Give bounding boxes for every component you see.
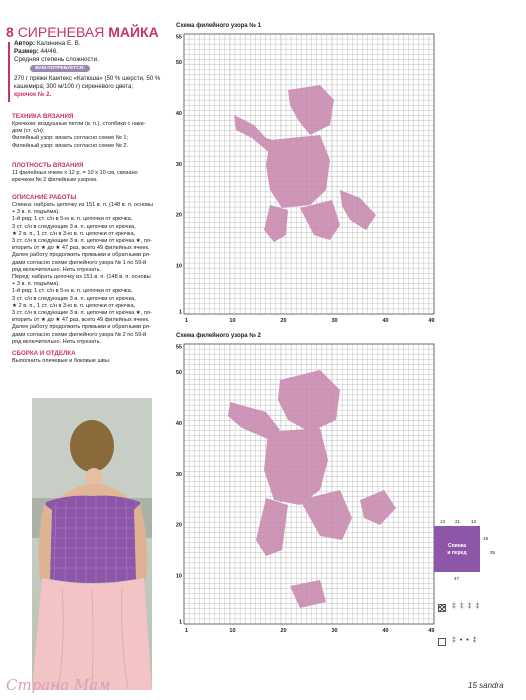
description-line: Далее работу продолжить прямыми и обратными ря- bbox=[12, 324, 151, 331]
technique-line: Филейный узор: вязать согласно схеме № 2. bbox=[12, 142, 129, 149]
y-tick-label: 55 bbox=[175, 34, 182, 41]
title-bold: МАЙКА bbox=[108, 24, 159, 40]
difficulty: Средняя степень сложности. bbox=[14, 56, 99, 63]
title-light: СИРЕНЕВАЯ bbox=[17, 24, 105, 40]
description-line: ★ 2 в. п., 1 ст. с/н в 3-ю в. п. цепочки от крючка, bbox=[12, 302, 136, 309]
y-tick-label: 10 bbox=[175, 263, 182, 270]
author: Калинина Е. В. bbox=[36, 40, 81, 47]
size-label: Размер: bbox=[14, 48, 39, 55]
y-tick-label: 1 bbox=[178, 309, 182, 316]
assembly-text: Выполнить плечевые и боковые швы. bbox=[12, 358, 111, 364]
chart-2-title: Схема филейного узора № 2 bbox=[176, 333, 261, 339]
model-photo bbox=[32, 398, 152, 690]
density-heading: ПЛОТНОСТЬ ВЯЗАНИЯ bbox=[12, 162, 84, 169]
description-line: 1-й ряд: 1 ст. с/н в 5-ю в. п. цепочки от крючка, bbox=[12, 216, 133, 223]
page-number: 15 sandra bbox=[468, 681, 504, 690]
open-cell-icon bbox=[438, 638, 446, 646]
description-line: + 3 в. п. подъёма). bbox=[12, 281, 60, 288]
filet-chart-1 bbox=[170, 30, 440, 330]
materials-block bbox=[14, 75, 174, 99]
x-tick-label: 49 bbox=[428, 318, 435, 324]
chart-1-title: Схема филейного узора № 1 bbox=[176, 23, 261, 29]
technique-heading: ТЕХНИКА ВЯЗАНИЯ bbox=[12, 113, 74, 120]
description-line: Спинка: набрать цепочку из 151 в. п. (148 в. п. основы bbox=[12, 202, 154, 208]
bottom-dim: 47 bbox=[454, 576, 460, 581]
filet-chart-2 bbox=[170, 340, 440, 640]
technique-line: Филейный узор: вязать согласно схеме № 1; bbox=[12, 135, 129, 142]
model-illustration bbox=[32, 398, 152, 690]
right-dim: 35 bbox=[490, 550, 496, 555]
pattern-label-2: и перед bbox=[447, 550, 467, 556]
x-tick-label: 20 bbox=[280, 318, 287, 324]
yarn-line-2: кашемира; 300 м/100 г) сиреневого цвета; bbox=[14, 83, 134, 90]
y-tick-label: 10 bbox=[175, 573, 182, 580]
y-tick-label: 50 bbox=[175, 370, 182, 376]
watermark: Страна Мам bbox=[6, 676, 111, 694]
y-tick-label: 30 bbox=[175, 161, 182, 168]
author-label: Автор: bbox=[14, 40, 36, 47]
top-dim: 13 bbox=[471, 519, 477, 524]
y-tick-label: 20 bbox=[175, 522, 182, 529]
pattern-schematic bbox=[428, 514, 498, 584]
x-tick-label: 20 bbox=[280, 628, 287, 634]
description-text bbox=[12, 202, 172, 346]
description-line: + 3 в. п. подъёма). bbox=[12, 209, 60, 216]
article-number-title bbox=[6, 24, 159, 40]
x-tick-label: 40 bbox=[382, 628, 389, 634]
technique-text bbox=[12, 121, 172, 150]
x-tick-label: 1 bbox=[185, 628, 189, 634]
x-tick-label: 1 bbox=[185, 318, 189, 324]
pattern-swatch bbox=[434, 526, 480, 572]
top-dim: 21 bbox=[455, 519, 461, 524]
description-line: 3 ст. с/н в следующие 3 в. п. цепочки от крючка, bbox=[12, 223, 136, 230]
description-line: 3 ст. с/н в следующие 3 в. п. цепочки от крючка ★, по- bbox=[12, 238, 152, 245]
yarn-line-1: 270 г пряжи Камтекс «Катюша» (50 % шерсти, 50 % bbox=[14, 75, 161, 82]
y-tick-label: 1 bbox=[178, 619, 182, 626]
x-tick-label: 30 bbox=[331, 628, 338, 634]
y-tick-label: 50 bbox=[175, 60, 182, 66]
x-tick-label: 10 bbox=[229, 628, 236, 634]
description-line: 1-й ряд: 1 ст. с/н в 5-ю в. п. цепочки от крючка, bbox=[12, 288, 133, 295]
technique-line: дом (ст. с/н); bbox=[12, 128, 45, 135]
filled-cell-icon bbox=[438, 604, 446, 612]
description-line: 3 ст. с/н в следующие 3 в. п. цепочки от крючка ★, по- bbox=[12, 310, 152, 317]
description-line: ряд включительно. Нить отрезать. bbox=[12, 266, 102, 273]
description-line: дами согласно схеме филейного узора № 2 по 59-й bbox=[12, 331, 147, 338]
legend-filled-symbols: ‡ ‡ ‡ ‡ bbox=[452, 603, 481, 610]
x-tick-label: 40 bbox=[382, 318, 389, 324]
needed-badge: ВАМ ПОТРЕБУЕТСЯ: bbox=[30, 65, 90, 72]
description-line: вторить от ★ до ★ 47 раз, всего 49 филейных ячеек. bbox=[12, 317, 150, 324]
density-line: 11 филейных ячеек х 12 р. = 10 х 10 см, связано bbox=[12, 170, 138, 176]
hook: крючок № 2. bbox=[14, 91, 52, 98]
technique-line: Крючком: воздушные петли (в. п.), столбики с наки- bbox=[12, 121, 146, 127]
x-tick-label: 49 bbox=[428, 628, 435, 634]
description-line: 3 ст. с/н в следующие 3 в. п. цепочки от крючка, bbox=[12, 295, 136, 302]
description-line: Далее работу продолжить прямыми и обратными ря- bbox=[12, 252, 151, 259]
top-dim: 13 bbox=[440, 519, 446, 524]
x-tick-label: 30 bbox=[331, 318, 338, 324]
description-line: ★ 2 в. п., 1 ст. с/н в 3-ю в. п. цепочки от крючка, bbox=[12, 230, 136, 237]
legend-open-symbols: ‡ • • ‡ bbox=[452, 637, 478, 644]
density-text bbox=[12, 170, 172, 184]
density-line: крючком № 2 филейным узором. bbox=[12, 177, 98, 184]
description-line: Перед: набрать цепочку из 151 в. п. (148 в. п. основы bbox=[12, 274, 151, 281]
description-line: дами согласно схеме филейного узора № 1 по 59-й bbox=[12, 259, 147, 266]
x-tick-label: 10 bbox=[229, 318, 236, 324]
accent-bar bbox=[8, 42, 10, 102]
y-tick-label: 55 bbox=[175, 344, 182, 351]
pattern-label-1: Спинка bbox=[447, 543, 467, 549]
description-heading: ОПИСАНИЕ РАБОТЫ bbox=[12, 194, 77, 201]
right-dim: 18 bbox=[483, 536, 489, 541]
y-tick-label: 30 bbox=[175, 471, 182, 478]
size: 44/46. bbox=[40, 48, 59, 55]
meta-block bbox=[14, 40, 174, 64]
description-line: ряд включительно. Нить отрезать. bbox=[12, 338, 102, 345]
assembly-heading: СБОРКА И ОТДЕЛКА bbox=[12, 350, 76, 357]
y-tick-label: 40 bbox=[175, 110, 182, 117]
article-number: 8 bbox=[6, 24, 14, 40]
y-tick-label: 20 bbox=[175, 212, 182, 219]
y-tick-label: 40 bbox=[175, 420, 182, 427]
description-line: вторить от ★ до ★ 47 раз, всего 49 филейных ячеек. bbox=[12, 245, 150, 252]
